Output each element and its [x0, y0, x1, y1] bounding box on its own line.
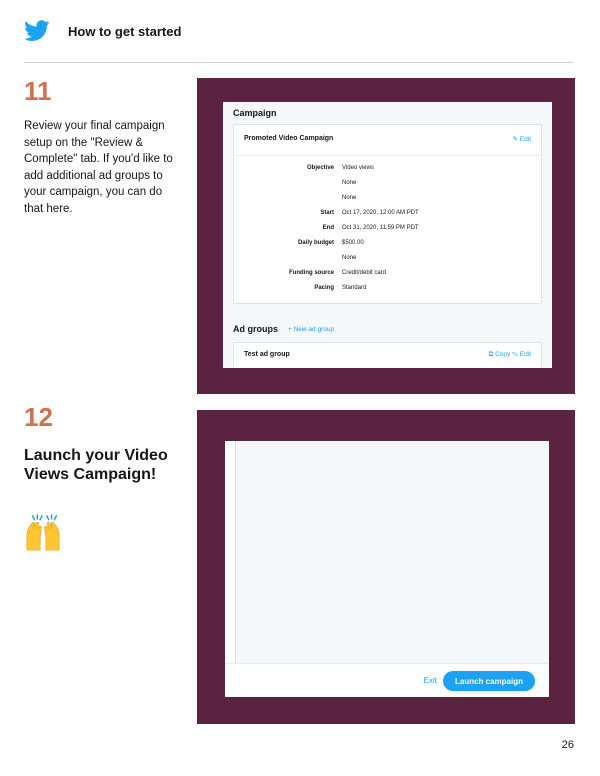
row-value: Video views [342, 165, 374, 171]
step-11-description: Review your final campaign setup on the "Review & Complete" tab. If you'd like to add additional ad groups to your campaign, you can do that here. [24, 120, 173, 215]
header-divider [24, 62, 574, 63]
row-value: Credit/debit card [342, 270, 387, 276]
launch-campaign-button[interactable]: Launch campaign [443, 671, 535, 691]
launch-footer [225, 663, 549, 697]
row-label: Pacing [314, 285, 334, 291]
card-divider [234, 155, 541, 156]
row-label: Daily budget [297, 240, 334, 246]
row-value: $500.00 [342, 240, 364, 246]
row-label: Funding source [289, 270, 334, 276]
row-label: Objective [306, 165, 334, 171]
row-value: None [342, 180, 357, 186]
campaign-card-title: Promoted Video Campaign [244, 135, 334, 142]
exit-button[interactable]: Exit [423, 676, 437, 685]
launch-content-area [235, 441, 549, 663]
row-value: Standard [342, 285, 367, 291]
campaign-section-title: Campaign [233, 108, 277, 118]
campaign-summary-card [233, 124, 542, 304]
row-value: None [342, 195, 357, 201]
row-label: Start [320, 210, 334, 216]
step-number-12: 12 [24, 402, 53, 432]
ad-groups-title: Ad groups [233, 324, 278, 334]
launch-screenshot-panel [197, 410, 575, 724]
launch-screen [225, 441, 549, 697]
edit-campaign-link[interactable]: ✎ Edit [512, 136, 531, 143]
step-12-title: Launch your Video Views Campaign! [24, 447, 168, 483]
ad-group-card [233, 342, 542, 368]
new-ad-group-link[interactable]: + New ad group [288, 325, 335, 333]
header-title: How to get started [68, 23, 182, 39]
twitter-bird-icon [24, 20, 50, 42]
ad-group-name: Test ad group [244, 351, 290, 358]
review-complete-screen [223, 102, 552, 368]
raising-hands-emoji [24, 514, 62, 552]
row-value: Oct 17, 2020, 12:00 AM PDT [342, 210, 419, 216]
step-number-11: 11 [24, 76, 52, 106]
row-value: None [342, 255, 357, 261]
row-value: Oct 31, 2020, 11:59 PM PDT [342, 225, 419, 231]
ad-groups-header [233, 324, 334, 334]
copy-edit-links[interactable]: ⧉ Copy ✎ Edit [488, 351, 531, 358]
page-header [24, 20, 181, 42]
review-screenshot-panel [197, 78, 575, 394]
page-number: 26 [561, 739, 574, 751]
row-label: End [322, 225, 334, 231]
